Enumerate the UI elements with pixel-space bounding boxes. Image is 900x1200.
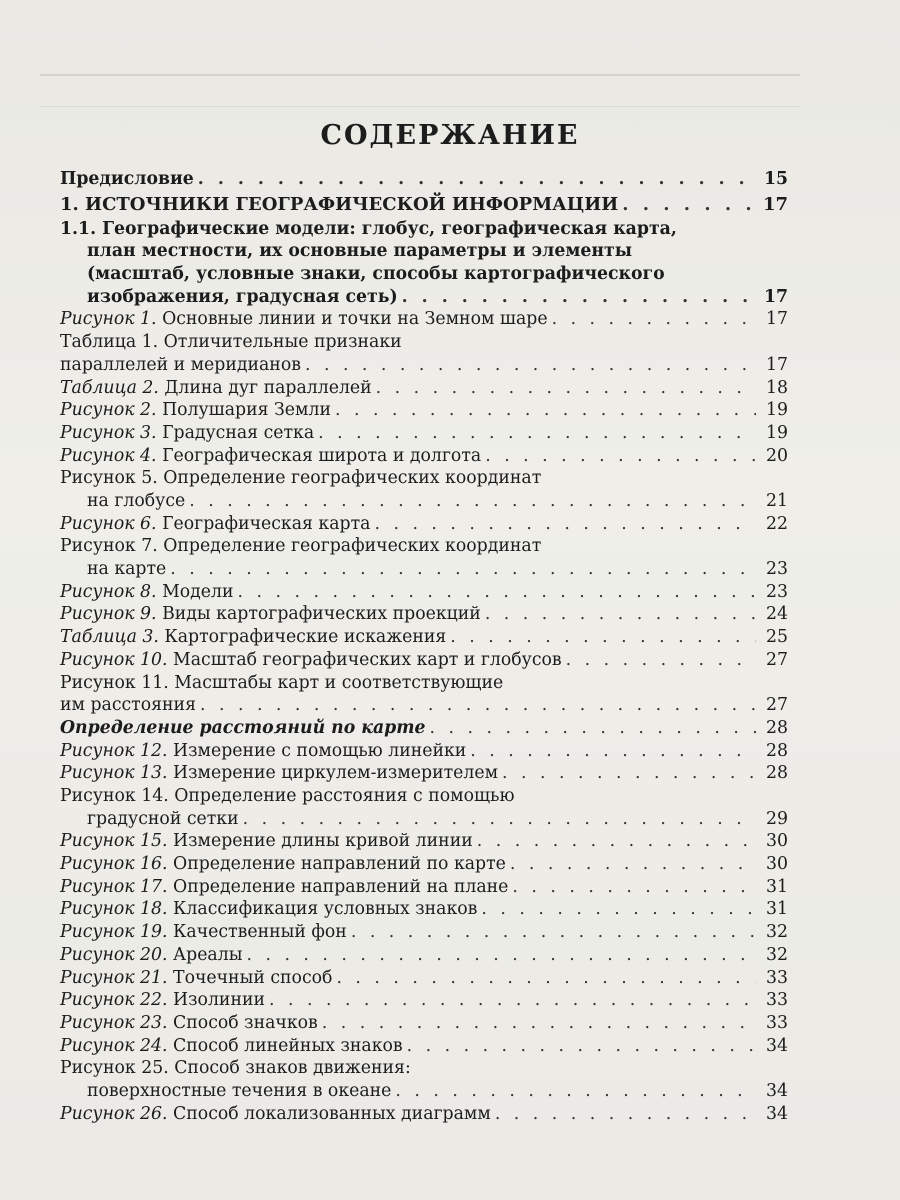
dot-leader [485, 445, 756, 468]
entry-title: Изолинии [173, 990, 265, 1011]
toc-entry [60, 1057, 788, 1080]
entry-line [60, 1035, 403, 1058]
toc-entry [60, 331, 788, 354]
toc-entry [60, 762, 788, 785]
entry-title: Определение направлений по карте [173, 854, 506, 875]
table-of-contents [60, 168, 788, 1125]
toc-entry [60, 168, 788, 191]
entry-line [60, 853, 506, 876]
figure-label: Рисунок 2. [60, 400, 157, 421]
entry-line [60, 513, 370, 536]
entry-title: Способ значков [173, 1012, 318, 1033]
toc-entry [60, 286, 788, 309]
entry-continuation: на глобусе [87, 491, 186, 512]
page-number: 34 [766, 1035, 788, 1056]
toc-entry [60, 558, 788, 581]
figure-label: Рисунок 13. [60, 763, 168, 784]
toc-entry [60, 490, 788, 513]
toc-entry [60, 853, 788, 876]
toc-entry [60, 649, 788, 672]
page-number: 20 [766, 445, 788, 466]
toc-heading: Определение расстояний по карте [60, 717, 426, 738]
entry-title: Ареалы [173, 944, 243, 965]
figure-label: Таблица 2. [60, 377, 159, 398]
page-number: 27 [766, 695, 788, 716]
entry-line [60, 876, 508, 899]
dot-leader [495, 1103, 756, 1126]
page-number: 28 [766, 740, 788, 761]
toc-entry [60, 1080, 788, 1103]
page-number: 17 [766, 309, 788, 330]
toc-entry [60, 467, 788, 490]
entry-title: Измерение длины кривой линии [173, 831, 473, 852]
entry-title: Географическая широта и долгота [162, 445, 482, 466]
page-number: 19 [766, 422, 788, 443]
toc-entry [60, 626, 788, 649]
toc-entry [60, 898, 788, 921]
entry-title: Способ знаков движения: [174, 1058, 411, 1079]
entry-line [60, 921, 347, 944]
page-number: 34 [766, 1103, 788, 1124]
toc-entry [60, 445, 788, 468]
toc-subsection-line: (масштаб, условные знаки, способы картографического [87, 264, 665, 285]
dot-leader [477, 830, 756, 853]
dot-leader [238, 581, 756, 604]
dot-leader [198, 168, 756, 191]
page-number: 34 [766, 1080, 788, 1101]
toc-entry [60, 921, 788, 944]
dot-leader [407, 1035, 756, 1058]
toc-entry [60, 1103, 788, 1126]
dot-leader [374, 513, 756, 536]
entry-title: Масштаб географических карт и глобусов [173, 649, 562, 670]
figure-label: Рисунок 16. [60, 854, 168, 875]
toc-entry [60, 308, 788, 331]
entry-line [60, 626, 446, 649]
dot-leader [395, 1080, 756, 1103]
entry-title: Точечный способ [173, 967, 333, 988]
toc-subsection-line: 1.1. Географические модели: глобус, географическая карта, [60, 218, 677, 239]
entry-line [60, 377, 372, 400]
dot-leader [170, 558, 756, 581]
figure-label: Таблица 3. [60, 627, 159, 648]
figure-label: Рисунок 12. [60, 740, 168, 761]
toc-entry [60, 830, 788, 853]
toc-entry [60, 672, 788, 695]
page-number: 22 [766, 513, 788, 534]
dot-leader [481, 898, 756, 921]
dot-leader [622, 191, 756, 218]
entry-title: Масштабы карт и соответствующие [174, 672, 504, 693]
toc-entry [60, 1035, 788, 1058]
entry-line [60, 581, 234, 604]
page-number: 33 [766, 967, 788, 988]
figure-label: Рисунок 20. [60, 944, 168, 965]
dot-leader [485, 603, 756, 626]
figure-label: Рисунок 25. [60, 1058, 169, 1079]
dot-leader [246, 944, 756, 967]
dot-leader [336, 967, 756, 990]
toc-entry [60, 944, 788, 967]
entry-title: Основные линии и точки на Земном шаре [162, 309, 548, 330]
figure-label: Рисунок 8. [60, 581, 157, 602]
toc-section-title: 1. ИСТОЧНИКИ ГЕОГРАФИЧЕСКОЙ ИНФОРМАЦИИ [60, 193, 619, 215]
figure-label: Рисунок 6. [60, 513, 157, 534]
page-number: 17 [766, 354, 788, 375]
toc-entry [60, 513, 788, 536]
page-number: 28 [766, 763, 788, 784]
dot-leader [510, 853, 756, 876]
figure-label: Рисунок 26. [60, 1103, 168, 1124]
entry-title: Картографические искажения [164, 627, 447, 648]
dot-leader [269, 989, 756, 1012]
toc-entry [60, 191, 788, 218]
entry-title: Определение географических координат [163, 536, 542, 557]
dot-leader [189, 490, 756, 513]
figure-label: Рисунок 11. [60, 672, 169, 693]
figure-label: Рисунок 15. [60, 831, 168, 852]
page-number: 17 [763, 286, 788, 307]
figure-label: Рисунок 23. [60, 1012, 168, 1033]
entry-line [60, 944, 242, 967]
entry-title: Определение расстояния с помощью [174, 785, 515, 806]
figure-label: Рисунок 22. [60, 990, 168, 1011]
entry-title: Полушария Земли [162, 400, 331, 421]
entry-line [60, 308, 548, 331]
entry-title: Классификация условных знаков [173, 899, 478, 920]
page-number: 23 [766, 559, 788, 580]
page-number: 15 [763, 169, 788, 189]
toc-preface: Предисловие [60, 169, 194, 189]
dot-leader [322, 1012, 756, 1035]
entry-title: Градусная сетка [162, 422, 315, 443]
bleed-through-header [40, 74, 800, 107]
toc-subsection-line: изображения, градусная сеть) [87, 286, 398, 307]
entry-title: Способ линейных знаков [173, 1035, 403, 1056]
page-number: 18 [766, 377, 788, 398]
page-number: 27 [766, 649, 788, 670]
toc-entry [60, 422, 788, 445]
entry-title: Модели [162, 581, 234, 602]
entry-line [60, 1103, 491, 1126]
figure-label: Рисунок 17. [60, 876, 168, 897]
page-number: 31 [766, 876, 788, 897]
entry-continuation: параллелей и меридианов [60, 354, 301, 375]
page-number: 32 [766, 922, 788, 943]
toc-entry [60, 967, 788, 990]
entry-title: Географическая карта [162, 513, 371, 534]
figure-label: Рисунок 1. [60, 309, 157, 330]
entry-continuation: им расстояния [60, 695, 196, 716]
entry-title: Измерение с помощью линейки [173, 740, 467, 761]
dot-leader [335, 399, 756, 422]
dot-leader [402, 286, 756, 309]
dot-leader [376, 377, 756, 400]
dot-leader [200, 694, 756, 717]
toc-entry [60, 1012, 788, 1035]
page-number: 33 [766, 1012, 788, 1033]
dot-leader [450, 626, 756, 649]
figure-label: Рисунок 4. [60, 445, 157, 466]
entry-title: Определение географических координат [163, 468, 542, 489]
entry-title: Виды картографических проекций [162, 604, 481, 625]
entry-line [60, 989, 265, 1012]
dot-leader [552, 308, 756, 331]
page-number: 32 [766, 944, 788, 965]
entry-line [60, 649, 562, 672]
dot-leader [318, 422, 756, 445]
entry-line [60, 399, 331, 422]
entry-continuation: градусной сетки [87, 808, 239, 829]
dot-leader [512, 876, 756, 899]
figure-label: Рисунок 7. [60, 536, 158, 557]
page-number: 17 [762, 193, 788, 215]
toc-entry [60, 740, 788, 763]
toc-entry [60, 717, 788, 740]
entry-line [60, 830, 473, 853]
dot-leader [351, 921, 756, 944]
dot-leader [243, 808, 756, 831]
entry-title: Определение направлений на плане [173, 876, 509, 897]
entry-title: Способ локализованных диаграмм [173, 1103, 491, 1124]
entry-line [60, 898, 477, 921]
entry-title: Длина дуг параллелей [164, 377, 372, 398]
entry-line [60, 603, 481, 626]
entry-title: Качественный фон [173, 922, 347, 943]
toc-entry [60, 785, 788, 808]
figure-label: Рисунок 14. [60, 785, 169, 806]
entry-continuation: на карте [87, 559, 167, 580]
dot-leader [305, 354, 756, 377]
dot-leader [566, 649, 756, 672]
figure-label: Рисунок 10. [60, 649, 168, 670]
dot-leader [430, 717, 756, 740]
page-number: 21 [766, 491, 788, 512]
toc-entry [60, 603, 788, 626]
entry-line [60, 1012, 318, 1035]
entry-line [60, 422, 314, 445]
page-number: 19 [766, 400, 788, 421]
page-number: 30 [766, 854, 788, 875]
page-number: 23 [766, 581, 788, 602]
dot-leader [470, 740, 756, 763]
page-title: СОДЕРЖАНИЕ [320, 120, 580, 151]
toc-entry [60, 535, 788, 558]
figure-label: Таблица 1. [60, 332, 159, 353]
toc-entry [60, 581, 788, 604]
figure-label: Рисунок 21. [60, 967, 168, 988]
figure-label: Рисунок 24. [60, 1035, 168, 1056]
entry-line [60, 445, 481, 468]
page-number: 30 [766, 831, 788, 852]
toc-entry [60, 694, 788, 717]
figure-label: Рисунок 19. [60, 922, 168, 943]
entry-line [60, 740, 466, 763]
figure-label: Рисунок 5. [60, 468, 158, 489]
page-number: 24 [766, 604, 788, 625]
page-number: 33 [766, 990, 788, 1011]
toc-subsection-line: план местности, их основные параметры и элементы [87, 241, 633, 262]
toc-entry [60, 377, 788, 400]
toc-entry [60, 808, 788, 831]
page-number: 31 [766, 899, 788, 920]
toc-entry [60, 354, 788, 377]
page-number: 28 [766, 717, 788, 738]
toc-entry [60, 876, 788, 899]
toc-entry [60, 989, 788, 1012]
figure-label: Рисунок 18. [60, 899, 168, 920]
page-number: 29 [766, 808, 788, 829]
entry-line [60, 762, 498, 785]
entry-line [60, 967, 332, 990]
toc-entry [60, 399, 788, 422]
entry-continuation: поверхностные течения в океане [87, 1080, 392, 1101]
figure-label: Рисунок 9. [60, 604, 157, 625]
figure-label: Рисунок 3. [60, 422, 157, 443]
entry-title: Отличительные признаки [163, 332, 402, 353]
dot-leader [502, 762, 756, 785]
page-number: 25 [766, 627, 788, 648]
entry-title: Измерение циркулем-измерителем [173, 763, 499, 784]
